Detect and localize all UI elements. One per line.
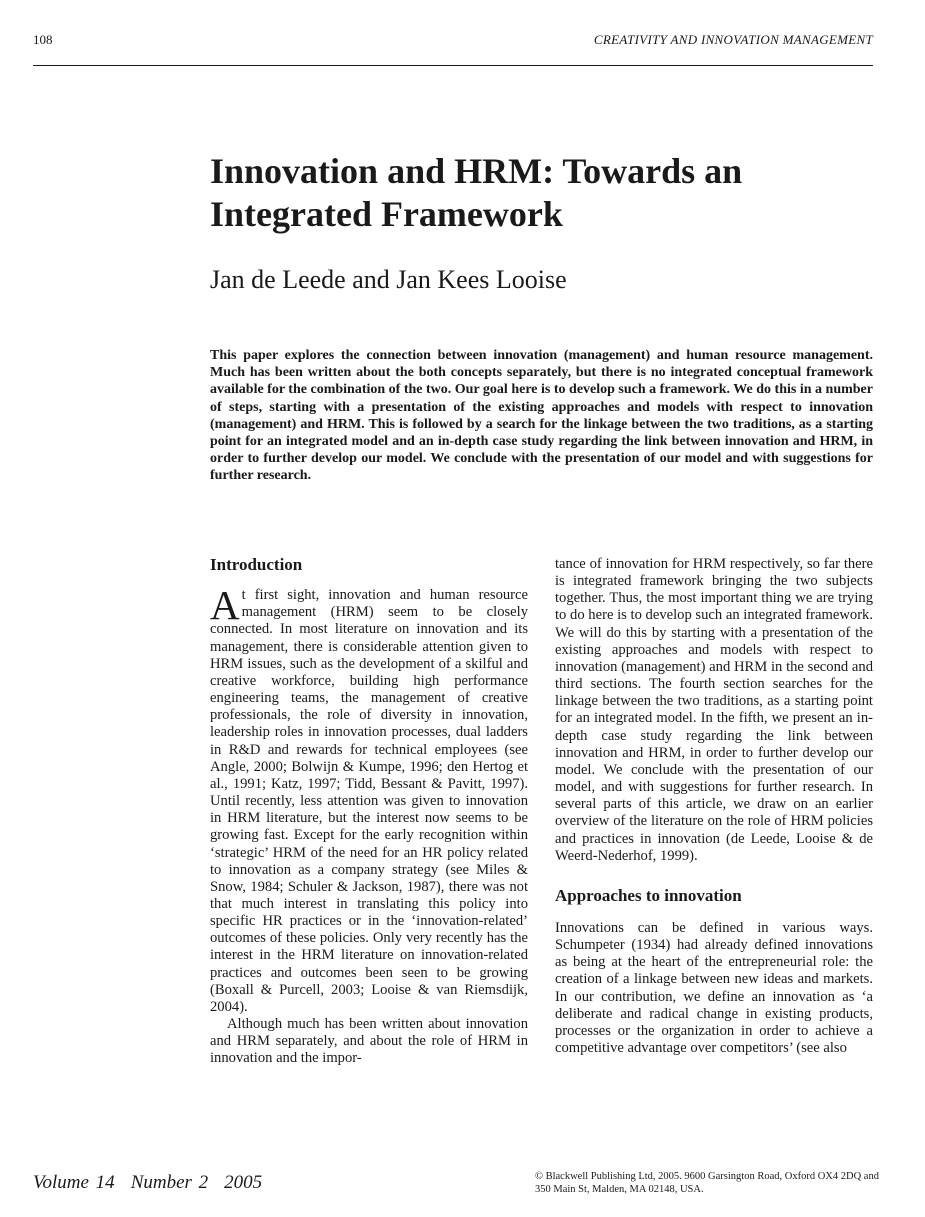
journal-name: CREATIVITY AND INNOVATION MANAGEMENT: [593, 32, 873, 47]
footer-volume-info: [33, 1172, 262, 1194]
copyright-notice: © Blackwell Publishing Ltd, 2005. 9600 Garsington Road, Oxford OX4 2DQ and 350 Main St, Malden, MA 02148, USA.: [535, 1171, 879, 1195]
footer-number: Number 2: [130, 1172, 209, 1193]
drop-cap: A: [210, 582, 240, 629]
footer-year: 2005: [224, 1172, 263, 1193]
introduction-paragraph-1: [210, 582, 528, 1016]
left-column: [210, 556, 528, 1068]
article-title: Innovation and HRM: Towards an Integrated Framework: [210, 151, 743, 234]
introduction-paragraph-2: Although much has been written about innovation and HRM separately, and about the role of HRM in innovation and the impor-: [210, 1016, 528, 1067]
footer-volume: Volume 14: [33, 1172, 115, 1193]
article-authors: Jan de Leede and Jan Kees Looise: [210, 265, 567, 294]
header-rule: [33, 65, 873, 66]
introduction-paragraph-1-text: t first sight, innovation and human resource management (HRM) seem to be closely connected. In most literature on innovation and its management, there is considerable attention given to HRM issues, such as the development of a skilful and creative workforce, building high performance engineering teams, the management of creative professionals, the role of diversity in innovation, leadership roles in innovation processes, dual ladders in R&D and rewards for technical employees (see Angle, 2000; Bolwijn & Kumpe, 1996; den Hertog et al., 1991; Katz, 1997; Tidd, Bessant & Pavitt, 1997). Until recently, less attention was given to innovation in HRM literature, but the interest now seems to be growing fast. Except for the early recognition within ‘strategic’ HRM of the need for an HR policy related to innovation as a company strategy (see Miles & Snow, 1984; Schuler & Jackson, 1987), there was not that much interest in translating this policy into specific HR practices or in the ‘innovation-related’ outcomes of these policies. Only very recently has the interest in the HRM literature on innovation-related practices and outcomes been seen to be growing (Boxall & Purcell, 2003; Looise & van Riemsdijk, 2004).: [210, 587, 528, 1015]
approaches-heading: Approaches to innovation: [555, 885, 742, 905]
introduction-paragraph-2-continued: tance of innovation for HRM respectively, so far there is integrated framework bringing the two subjects together. Thus, the most important thing we are trying to do here is to develop such an integrated framework. We will do this by starting with a presentation of the existing approaches and models with respect to innovation (management) and HRM in the second and third sections. The fourth section searches for the linkage between the two traditions, as a starting point for an integrated model. In the fifth, we present an in-depth case study regarding the link between innovation and HRM, in order to further develop our model. We conclude with the presentation of our model, and with suggestions for further research. In several parts of this article, we draw on an earlier overview of the literature on the role of HRM policies and practices in innovation (de Leede, Looise & de Weerd-Nederhof, 1999).: [555, 556, 873, 864]
approaches-paragraph-1: Innovations can be defined in various ways. Schumpeter (1934) had already defined innovations as being at the heart of the entrepreneurial role: the creation of a linkage between new ideas and markets. In our contribution, we define an innovation as ‘a deliberate and radical change in existing products, processes or the organization in order to achieve a competitive advantage over competitors’ (see also: [555, 919, 873, 1057]
page-number: 108: [33, 32, 53, 47]
right-column: [555, 556, 873, 1057]
introduction-heading: Introduction: [210, 555, 303, 574]
article-abstract: This paper explores the connection between innovation (management) and human resource management. Much has been written about the both concepts separately, but there is no integrated conceptual framework available for the combination of the two. Our goal here is to develop such a framework. We do this in a number of steps, starting with a presentation of the existing approaches and models with respect to innovation (management) and HRM. This is followed by a search for the linkage between the two traditions, as a starting point for an integrated model and an in-depth case study regarding the link between innovation and HRM, in order to further develop our model. We conclude with the presentation of our model and with suggestions for further research.: [210, 348, 873, 484]
